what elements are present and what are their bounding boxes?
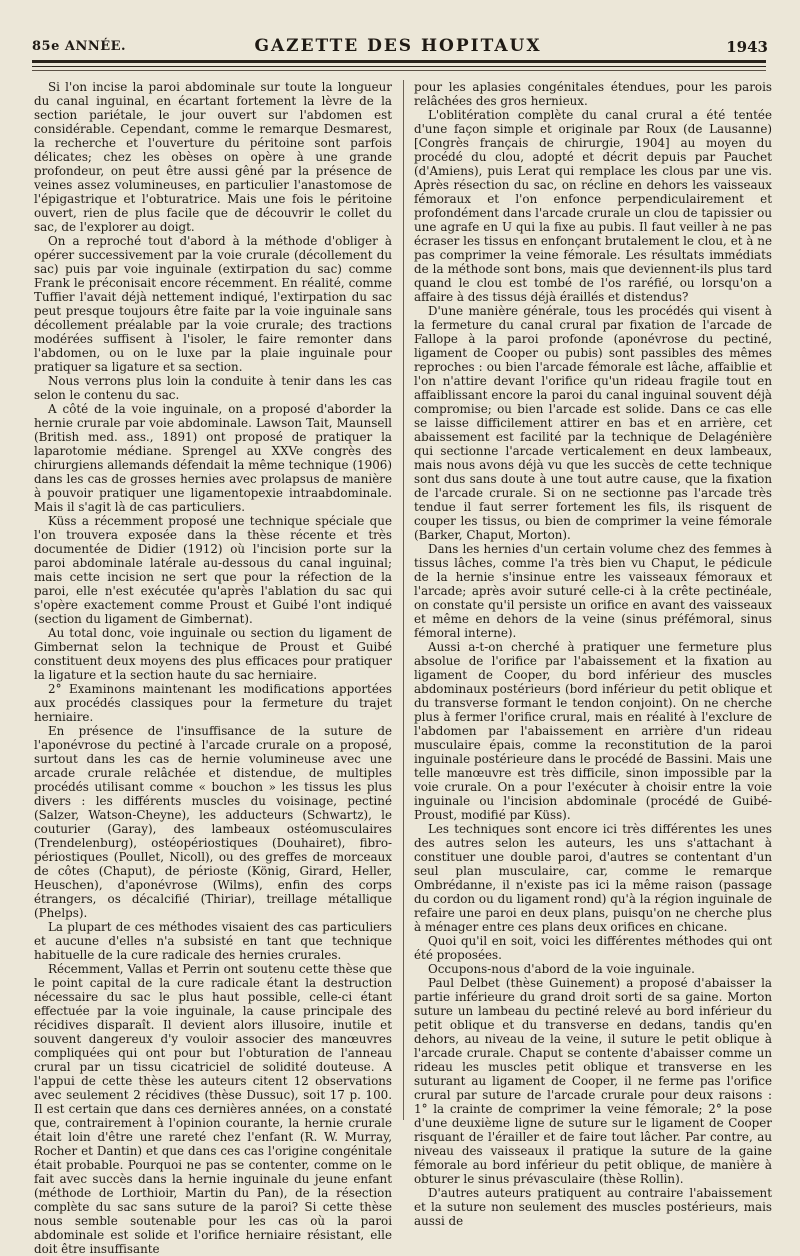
paragraph: Au total donc, voie inguinale ou section du ligament de Gimbernat selon la technique de Proust et Guibé constituent deux moyens des plus efficaces pour pratiquer la ligature et la section haute du sac herniaire.: [34, 626, 392, 682]
paragraph: Nous verrons plus loin la conduite à tenir dans les cas selon le contenu du sac.: [34, 374, 392, 402]
paragraph: Récemment, Vallas et Perrin ont soutenu cette thèse que le point capital de la cure radicale étant la destruction nécessaire du sac le plus haut possible, celle-ci étant effectuée par la voie inguinale, la cause principale des récidives disparaît. Il devient alors illusoire, inutile et souvent dangereux d'y vouloir associer des manœuvres compliquées qui ont pour but l'obturation de l'anneau crural par un tissu cicatriciel de solidité douteuse. A l'appui de cette thèse les auteurs citent 12 observations avec seulement 2 récidives (thèse Dussuc), soit 17 p. 100. Il est certain que dans ces dernières années, on a constaté que, contrairement à l'opinion courante, la hernie crurale était loin d'être une rareté chez l'enfant (R. W. Murray, Rocher et Dantin) et que dans ces cas l'origine congénitale était probable. Pourquoi ne pas se contenter, comme on le fait avec succès dans la hernie inguinale du jeune enfant (méthode de Lorthioir, Martin du Pan), de la résection complète du sac sans suture de la paroi? Si cette thèse nous semble soutenable pour les cas où la paroi abdominale est solide et l'orifice herniaire résistant, elle doit être insuffisante: [34, 962, 392, 1256]
paragraph: Dans les hernies d'un certain volume chez des femmes à tissus lâches, comme l'a très bien vu Chaput, le pédicule de la hernie s'insinue entre les vaisseaux fémoraux et l'arcade; après avoir suturé celle-ci à la crête pectinéale, on constate qu'il persiste un orifice en avant des vaisseaux et même en dehors de la veine (sinus préfémoral, sinus fémoral interne).: [414, 542, 772, 640]
paragraph: pour les aplasies congénitales étendues, pour les parois relâchées des gros hernieux.: [414, 80, 772, 108]
paragraph: Küss a récemment proposé une technique spéciale que l'on trouvera exposée dans la thèse récente et très documentée de Didier (1912) où l'incision porte sur la paroi abdominale latérale au-dessous du canal inguinal; mais cette incision ne sert que pour la réfection de la paroi, elle n'est exécutée qu'après l'ablation du sac qui s'opère exactement comme Proust et Guibé l'ont indiqué (section du ligament de Gimbernat).: [34, 514, 392, 626]
paragraph: La plupart de ces méthodes visaient des cas particuliers et aucune d'elles n'a subsisté en tant que technique habituelle de la cure radicale des hernies crurales.: [34, 920, 392, 962]
paragraph: D'une manière générale, tous les procédés qui visent à la fermeture du canal crural par fixation de l'arcade de Fallope à la paroi profonde (aponévrose du pectiné, ligament de Cooper ou pubis) sont passibles des mêmes reproches : ou bien l'arcade fémorale est lâche, affaiblie et l'on n'attire devant l'orifice qu'un rideau fragile tout en affaiblissant encore la paroi du canal inguinal souvent déjà compromise; ou bien l'arcade est solide. Dans ce cas elle se laisse difficilement attirer en bas et en arrière, cet abaissement est facilité par la technique de Delagénière qui sectionne l'arcade verticalement en deux lambeaux, mais nous avons déjà vu que les succès de cette technique sont dus sans doute à une tout autre cause, que la fixation de l'arcade crurale. Si on ne sectionne pas l'arcade très tendue il faut serrer fortement les fils, ils risquent de couper les tissus, ou bien de comprimer la veine fémorale (Barker, Chaput, Morton).: [414, 304, 772, 542]
journal-title: GAZETTE DES HOPITAUX: [254, 36, 542, 56]
left-column: [34, 80, 392, 1256]
paragraph: Les techniques sont encore ici très différentes les unes des autres selon les auteurs, les uns s'attachant à constituer une double paroi, d'autres se contentant d'un seul plan musculaire, car, comme le remarque Ombrédanne, il n'existe pas ici la même raison (passage du cordon ou du ligament rond) qu'à la région inguinale de refaire une paroi en deux plans, puisqu'on ne cherche plus à ménager entre ces plans deux orifices en chicane.: [414, 822, 772, 934]
right-column: [414, 80, 772, 1228]
paragraph: On a reproché tout d'abord à la méthode d'obliger à opérer successivement par la voie crurale (décollement du sac) puis par voie inguinale (extirpation du sac) comme Frank le préconisait encore récemment. En réalité, comme Tuffier l'avait déjà nettement indiqué, l'extirpation du sac peut presque toujours être faite par la voie inguinale sans décollement préalable par la voie crurale; des tractions modérées suffisent à l'isoler, le faire remonter dans l'abdomen, ou on le luxe par la plaie inguinale pour pratiquer sa ligature et sa section.: [34, 234, 392, 374]
paragraph: Si l'on incise la paroi abdominale sur toute la longueur du canal inguinal, en écartant fortement la lèvre de la section pariétale, le jour ouvert sur l'abdomen est considérable. Cependant, comme le remarque Desmarest, la recherche et l'ouverture du péritoine sont parfois délicates; chez les obèses on opère à une grande profondeur, on peut être aussi gêné par la présence de veines assez volumineuses, en particulier l'anastomose de l'épigastrique et l'obturatrice. Mais une fois le péritoine ouvert, rien de plus facile que de découvrir le collet du sac, de l'explorer au doigt.: [34, 80, 392, 234]
paragraph: L'oblitération complète du canal crural a été tentée d'une façon simple et originale par Roux (de Lausanne) [Congrès français de chirurgie, 1904] au moyen du procédé du clou, adopté et décrit depuis par Pauchet (d'Amiens), puis Lerat qui remplace les clous par une vis. Après résection du sac, on récline en dehors les vaisseaux fémoraux et l'on enfonce perpendiculairement et profondément dans l'arcade crurale un clou de tapissier ou une agrafe en U qui la fixe au pubis. Il faut veiller à ne pas écraser les tissus en enfonçant brutalement le clou, et à ne pas comprimer la veine fémorale. Les résultats immédiats de la méthode sont bons, mais que deviennent-ils plus tard quand le clou est tombé de l'os raréfié, ou lorsqu'on a affaire à des tissus déjà éraillés et distendus?: [414, 108, 772, 304]
paragraph: Occupons-nous d'abord de la voie inguinale.: [428, 962, 695, 976]
page-number: 1943: [726, 38, 768, 56]
paragraph: D'autres auteurs pratiquent au contraire l'abaissement et la suture non seulement des muscles postérieurs, mais aussi de: [414, 1186, 772, 1228]
paragraph: Paul Delbet (thèse Guinement) a proposé d'abaisser la partie inférieure du grand droit sorti de sa gaine. Morton suture un lambeau du pectiné relevé au bord inférieur du petit oblique et du transverse en dedans, tandis qu'en dehors, au niveau de la veine, il suture le petit oblique à l'arcade crurale. Chaput se contente d'abaisser comme un rideau les muscles petit oblique et transverse en les suturant au ligament de Cooper, il ne ferme pas l'orifice crural par suture de l'arcade crurale pour deux raisons : 1° la crainte de comprimer la veine fémorale; 2° la pose d'une deuxième ligne de suture sur le ligament de Cooper risquant de l'érailler et de faire tout lâcher. Par contre, au niveau des vaisseaux il pratique la suture de la gaine fémorale au bord inférieur du petit oblique, de manière à obturer le sinus prévasculaire (thèse Rollin).: [414, 976, 772, 1186]
header-rule-thick: [32, 60, 766, 63]
paragraph: Aussi a-t-on cherché à pratiquer une fermeture plus absolue de l'orifice par l'abaissement et la fixation au ligament de Cooper, du bord inférieur des muscles abdominaux postérieurs (bord inférieur du petit oblique et du transverse formant le tendon conjoint). On ne cherche plus à fermer l'orifice crural, mais en réalité à l'exclure de l'abdomen par l'abaissement en arrière d'un rideau musculaire épais, comme la reconstitution de la paroi inguinale postérieure dans le procédé de Bassini. Mais une telle manœuvre est très difficile, sinon impossible par la voie crurale. On a pour l'exécuter à choisir entre la voie inguinale ou l'incision abdominale (procédé de Guibé-Proust, modifié par Küss).: [414, 640, 772, 822]
paragraph: Quoi qu'il en soit, voici les différentes méthodes qui ont été proposées.: [414, 934, 772, 962]
paragraph: A côté de la voie inguinale, on a proposé d'aborder la hernie crurale par voie abdominale. Lawson Tait, Maunsell (British med. ass., 1891) ont proposé de pratiquer la laparotomie médiane. Sprengel au XXVe congrès des chirurgiens allemands défendait la même technique (1906) dans les cas de grosses hernies avec prolapsus de manière à pouvoir pratiquer une ligamentopexie intraabdominale. Mais il s'agit là de cas particuliers.: [34, 402, 392, 514]
page-header: [28, 33, 768, 59]
column-divider: [403, 80, 404, 1120]
paragraph: En présence de l'insuffisance de la suture de l'aponévrose du pectiné à l'arcade crurale on a proposé, surtout dans les cas de hernie volumineuse avec une arcade crurale relâchée et distendue, de multiples procédés utilisant comme « bouchon » les tissus les plus divers : les différents muscles du voisinage, pectiné (Salzer, Watson-Cheyne), les adducteurs (Schwartz), le couturier (Garay), des lambeaux ostéomusculaires (Trendelenburg), ostéopériostiques (Douhairet), fibro-périostiques (Poullet, Nicoll), ou des greffes de morceaux de côtes (Chaput), de périoste (König, Girard, Heller, Heuschen), d'aponévrose (Wilms), enfin des corps étrangers, os décalcifié (Thiriar), treillage métallique (Phelps).: [34, 724, 392, 920]
paragraph: 2° Examinons maintenant les modifications apportées aux procédés classiques pour la fermeture du trajet herniaire.: [34, 682, 392, 724]
header-rule-thin-lower: [32, 70, 766, 71]
header-rule-thin: [32, 66, 766, 67]
year-label: 85e ANNÉE.: [32, 39, 127, 54]
